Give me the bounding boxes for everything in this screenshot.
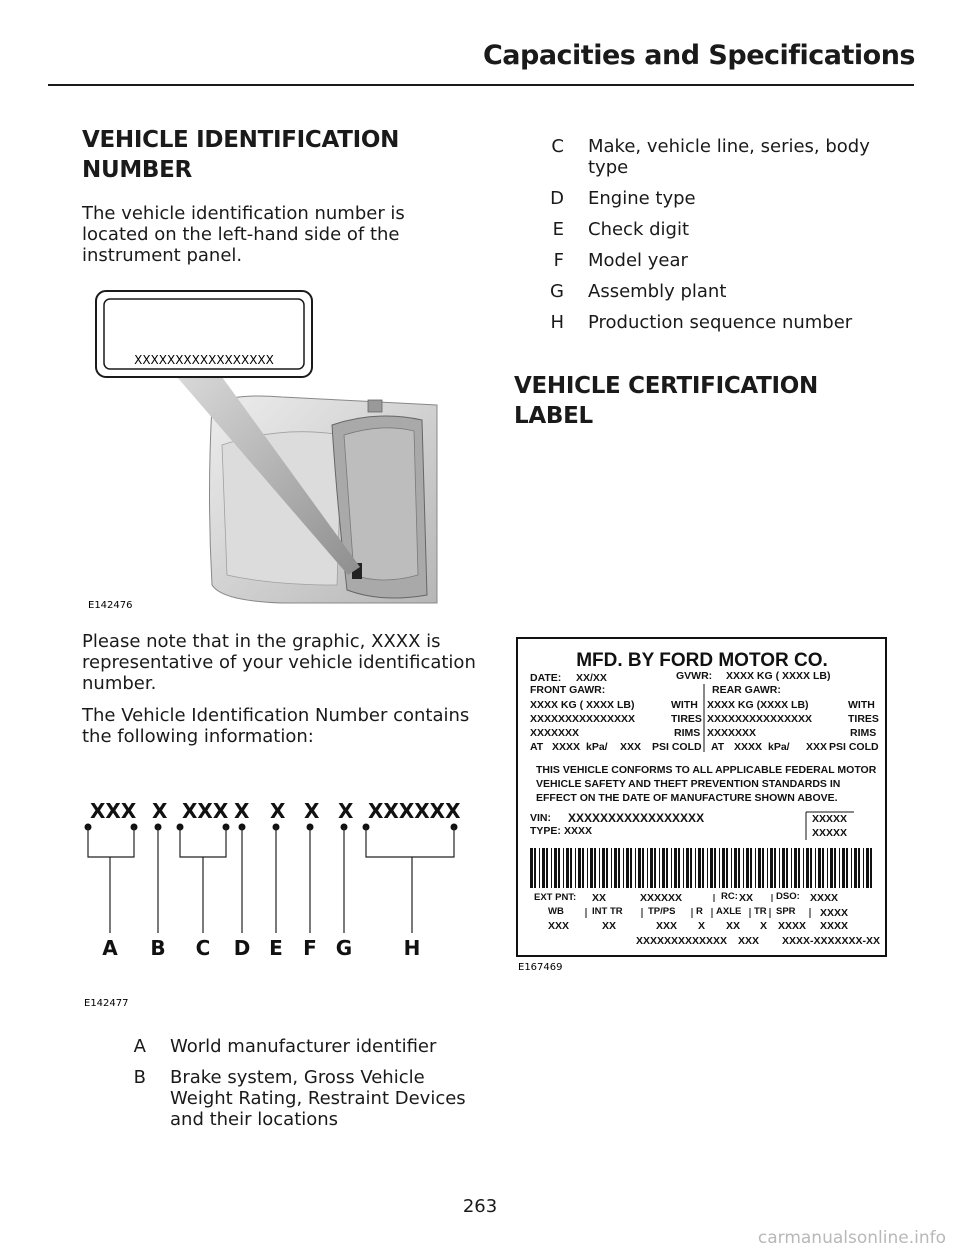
- vin-heading: VEHICLE IDENTIFICATION NUMBER: [82, 127, 400, 183]
- barcode-bar: [830, 848, 833, 888]
- vin-group: XXX: [182, 799, 229, 823]
- figure-code: E167469: [518, 962, 563, 973]
- barcode-bar: [546, 848, 548, 888]
- svg-text:TIRES: TIRES: [671, 713, 702, 725]
- barcode-bar: [594, 848, 596, 888]
- barcode-bar: [726, 848, 728, 888]
- svg-text:XXXX: XXXX: [820, 907, 849, 919]
- barcode-bar: [866, 848, 869, 888]
- barcode-bar: [623, 848, 624, 888]
- barcode-bar: [695, 848, 696, 888]
- svg-text:XX: XX: [739, 892, 754, 904]
- barcode-bar: [698, 848, 701, 888]
- barcode-bar: [671, 848, 672, 888]
- svg-text:XXXXXXXXXXXXXXX: XXXXXXXXXXXXXXX: [530, 713, 636, 725]
- svg-text:WITH: WITH: [848, 699, 875, 711]
- barcode-bar: [770, 848, 773, 888]
- barcode-bar: [779, 848, 780, 888]
- figure-code: E142477: [84, 998, 129, 1009]
- vin-group: XXXXXX: [368, 799, 461, 823]
- svg-text:XXXX KG ( XXXX LB): XXXX KG ( XXXX LB): [530, 699, 635, 711]
- barcode-bar: [551, 848, 552, 888]
- svg-text:VEHICLE SAFETY AND THEFT PREVE: VEHICLE SAFETY AND THEFT PREVENTION STANDARDS IN: [536, 778, 841, 790]
- svg-text:XXXX: XXXX: [564, 825, 593, 837]
- svg-text:XXX: XXX: [738, 935, 760, 947]
- svg-text:TP/PS: TP/PS: [648, 906, 676, 917]
- svg-text:XXXX-XXXXXXX-XX: XXXX-XXXXXXX-XX: [782, 935, 881, 947]
- svg-text:REAR GAWR:: REAR GAWR:: [712, 684, 781, 696]
- barcode-bar: [738, 848, 740, 888]
- svg-text:XXXX: XXXX: [778, 920, 807, 932]
- barcode-bar: [539, 848, 540, 888]
- barcode-bar: [810, 848, 812, 888]
- vin-letter: C: [195, 936, 211, 960]
- svg-text:WB: WB: [548, 906, 564, 917]
- svg-text:VIN:: VIN:: [530, 812, 551, 824]
- svg-text:XXXX: XXXX: [552, 741, 581, 753]
- svg-text:XX: XX: [602, 920, 617, 932]
- barcode-bar: [842, 848, 845, 888]
- vin-note: Please note that in the graphic, XXXX is representative of your vehicle identification number.: [82, 631, 476, 694]
- barcode-bar: [662, 848, 665, 888]
- barcode-bar: [782, 848, 785, 888]
- list-item: C Make, vehicle line, series, body type: [551, 136, 870, 178]
- vin-letter: F: [303, 936, 317, 960]
- barcode-bar: [582, 848, 584, 888]
- vin-intro: The vehicle identification number is located on the left-hand side of the instrument panel.: [82, 203, 405, 266]
- barcode-bar: [786, 848, 788, 888]
- barcode-bar: [834, 848, 836, 888]
- vin-breakdown-figure: [82, 795, 472, 1015]
- svg-text:AT: AT: [711, 741, 725, 753]
- svg-text:X: X: [698, 920, 706, 932]
- cert-heading: VEHICLE CERTIFICATION LABEL: [514, 373, 818, 429]
- list-item: F Model year: [553, 250, 688, 271]
- svg-text:XXX: XXX: [806, 741, 828, 753]
- barcode-bar: [839, 848, 840, 888]
- barcode-bar: [822, 848, 824, 888]
- barcode-bar: [791, 848, 792, 888]
- barcode-bar: [611, 848, 612, 888]
- svg-text:EXT PNT:: EXT PNT:: [534, 892, 577, 903]
- barcode-bar: [534, 848, 536, 888]
- barcode-bar: [755, 848, 756, 888]
- svg-text:XXXX KG ( XXXX LB): XXXX KG ( XXXX LB): [726, 670, 831, 682]
- barcode-bar: [654, 848, 656, 888]
- barcode-bar: [714, 848, 716, 888]
- figure-code: E142476: [88, 600, 133, 611]
- barcode-bar: [854, 848, 857, 888]
- svg-text:XXXXXXXXXXXXXXXXX: XXXXXXXXXXXXXXXXX: [568, 811, 705, 825]
- list-item: G Assembly plant: [550, 281, 727, 302]
- vin-letter: A: [102, 936, 118, 960]
- barcode-bar: [858, 848, 860, 888]
- svg-text:DATE:: DATE:: [530, 672, 562, 684]
- svg-text:XXXXXX: XXXXXX: [640, 892, 683, 904]
- barcode-bar: [798, 848, 800, 888]
- barcode-bar: [746, 848, 749, 888]
- page-number: 263: [462, 1196, 498, 1217]
- barcode-bar: [587, 848, 588, 888]
- barcode-bar: [566, 848, 569, 888]
- svg-text:XX: XX: [726, 920, 741, 932]
- barcode-bar: [707, 848, 708, 888]
- svg-text:TYPE:: TYPE:: [530, 825, 561, 837]
- barcode-bar: [575, 848, 576, 888]
- barcode-bar: [851, 848, 852, 888]
- svg-text:XXXX: XXXX: [810, 892, 839, 904]
- list-item: H Production sequence number: [550, 312, 853, 333]
- plate-vin-text: XXXXXXXXXXXXXXXXX: [134, 353, 274, 367]
- svg-text:X: X: [760, 920, 768, 932]
- page-header-title: Capacities and Specifications: [482, 40, 915, 71]
- svg-text:PSI COLD: PSI COLD: [829, 741, 879, 753]
- list-item: D Engine type: [550, 188, 696, 209]
- label-title: MFD. BY FORD MOTOR CO.: [576, 650, 828, 671]
- barcode-bar: [614, 848, 617, 888]
- list-item: B Brake system, Gross Vehicle Weight Rating, Restraint Devices and their locations: [133, 1067, 466, 1130]
- barcode-bar: [794, 848, 797, 888]
- svg-text:FRONT GAWR:: FRONT GAWR:: [530, 684, 606, 696]
- svg-text:AXLE: AXLE: [716, 906, 742, 917]
- svg-text:XXX: XXX: [656, 920, 678, 932]
- svg-text:XXXXXXX: XXXXXXX: [707, 727, 757, 739]
- svg-text:XXXXX: XXXXX: [812, 827, 848, 839]
- vin-letter: G: [335, 936, 353, 960]
- barcode-bar: [774, 848, 776, 888]
- vin-contains: The Vehicle Identification Number contains the following information:: [82, 705, 470, 747]
- barcode-bar: [731, 848, 732, 888]
- barcode-bar: [647, 848, 648, 888]
- barcode-bar: [683, 848, 684, 888]
- vin-letter: B: [150, 936, 166, 960]
- svg-text:AT: AT: [530, 741, 544, 753]
- barcode-bar: [554, 848, 557, 888]
- barcode-bar: [762, 848, 764, 888]
- svg-text:EFFECT ON THE DATE OF MANUFACT: EFFECT ON THE DATE OF MANUFACTURE SHOWN ABOVE.: [536, 792, 838, 804]
- svg-text:kPa/: kPa/: [586, 741, 608, 753]
- svg-text:TIRES: TIRES: [848, 713, 879, 725]
- svg-text:kPa/: kPa/: [768, 741, 790, 753]
- vin-letter: E: [269, 936, 283, 960]
- svg-text:XXXXXXX: XXXXXXX: [530, 727, 580, 739]
- barcode-bar: [563, 848, 564, 888]
- barcode-bar: [635, 848, 636, 888]
- svg-text:XXXX: XXXX: [820, 920, 849, 932]
- barcode-bar: [806, 848, 809, 888]
- svg-text:SPR: SPR: [776, 906, 796, 917]
- vin-letter: H: [403, 936, 421, 960]
- barcode-bar: [803, 848, 804, 888]
- barcode-bar: [815, 848, 816, 888]
- svg-text:PSI COLD: PSI COLD: [652, 741, 702, 753]
- svg-text:XXXXXXXXXXXXX: XXXXXXXXXXXXX: [636, 935, 728, 947]
- barcode-bar: [542, 848, 545, 888]
- svg-text:RIMS: RIMS: [674, 727, 701, 739]
- barcode-bar: [818, 848, 821, 888]
- barcode-bar: [758, 848, 761, 888]
- svg-text:INT TR: INT TR: [592, 906, 623, 917]
- header-rule: [48, 84, 914, 86]
- svg-text:GVWR:: GVWR:: [676, 670, 713, 682]
- barcode-bar: [606, 848, 608, 888]
- svg-text:TR: TR: [754, 906, 767, 917]
- barcode-bar: [686, 848, 689, 888]
- barcode-bar: [650, 848, 653, 888]
- barcode-bar: [743, 848, 744, 888]
- svg-text:THIS VEHICLE CONFORMS TO ALL A: THIS VEHICLE CONFORMS TO ALL APPLICABLE FEDERAL MOTOR: [536, 764, 877, 776]
- barcode-bar: [710, 848, 713, 888]
- vin-group: X: [338, 799, 354, 823]
- list-item: A World manufacturer identifier: [133, 1036, 437, 1057]
- svg-text:XXX: XXX: [548, 920, 570, 932]
- barcode-bar: [530, 848, 533, 888]
- barcode-bar: [719, 848, 720, 888]
- barcode-bar: [578, 848, 581, 888]
- barcode-bar: [599, 848, 600, 888]
- barcode-bar: [767, 848, 768, 888]
- vin-letter: D: [233, 936, 251, 960]
- svg-text:XXX: XXX: [620, 741, 642, 753]
- barcode-bar: [678, 848, 680, 888]
- barcode-bar: [618, 848, 620, 888]
- vin-location-figure: [82, 285, 442, 615]
- barcode-bar: [590, 848, 593, 888]
- watermark: carmanualsonline.info: [757, 1228, 946, 1248]
- barcode-bar: [734, 848, 737, 888]
- svg-text:XXXXX: XXXXX: [812, 813, 848, 825]
- barcode-bar: [827, 848, 828, 888]
- barcode-bar: [602, 848, 605, 888]
- svg-text:RC:: RC:: [721, 891, 738, 902]
- vin-group: X: [152, 799, 168, 823]
- vin-group: XXX: [90, 799, 137, 823]
- barcode-bar: [558, 848, 560, 888]
- barcode-bar: [638, 848, 641, 888]
- barcode-bar: [702, 848, 704, 888]
- barcode-bar: [642, 848, 644, 888]
- barcode-bar: [626, 848, 629, 888]
- svg-text:R: R: [696, 906, 703, 917]
- barcode-bar: [846, 848, 848, 888]
- barcode-bar: [690, 848, 692, 888]
- svg-text:XX: XX: [592, 892, 607, 904]
- svg-text:WITH: WITH: [671, 699, 698, 711]
- svg-text:XX/XX: XX/XX: [576, 672, 607, 684]
- barcode-bar: [630, 848, 632, 888]
- barcode-bar: [666, 848, 668, 888]
- list-item: E Check digit: [552, 219, 690, 240]
- barcode-bar: [863, 848, 864, 888]
- vin-group: X: [270, 799, 286, 823]
- barcode-bar: [674, 848, 677, 888]
- vin-legend-left: [116, 1036, 466, 1140]
- barcode-bar: [659, 848, 660, 888]
- vin-group: X: [304, 799, 320, 823]
- svg-text:XXXX KG (XXXX LB): XXXX KG (XXXX LB): [707, 699, 809, 711]
- svg-text:DSO:: DSO:: [776, 891, 800, 902]
- barcode-bar: [750, 848, 752, 888]
- svg-text:RIMS: RIMS: [850, 727, 877, 739]
- barcode-bar: [870, 848, 872, 888]
- svg-text:XXXXXXXXXXXXXXX: XXXXXXXXXXXXXXX: [707, 713, 813, 725]
- barcode-bar: [570, 848, 572, 888]
- certification-label-figure: [514, 636, 890, 976]
- barcode-bar: [722, 848, 725, 888]
- vin-legend-right: [534, 136, 870, 343]
- svg-text:XXXX: XXXX: [734, 741, 763, 753]
- vin-group: X: [234, 799, 250, 823]
